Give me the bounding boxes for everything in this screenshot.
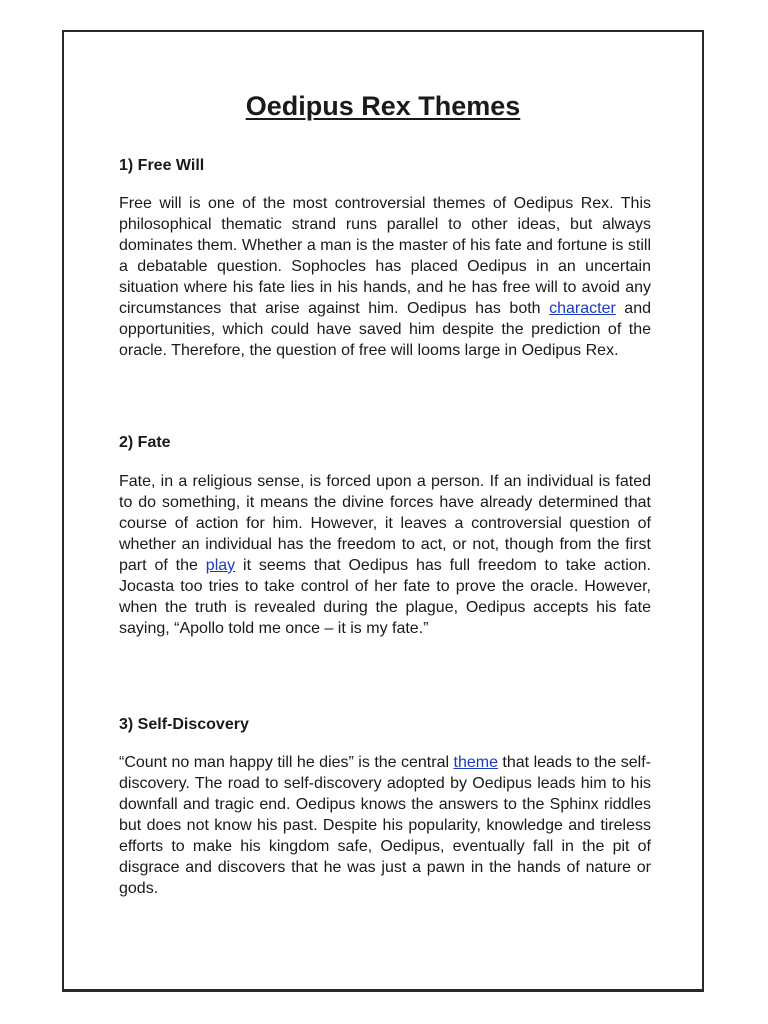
paragraph-text: Fate, in a religious sense, is forced upon a person. If an individual is fated to do something, it means the divine forces have already determined that course of action for him. However, it leaves a controversial question of whether an individual has the freedom to act, or not, though from the first part of the bbox=[119, 473, 651, 574]
theme-link[interactable]: theme bbox=[453, 754, 498, 771]
section-paragraph-fate bbox=[119, 471, 651, 639]
document-title bbox=[64, 89, 702, 123]
section-paragraph-self-discovery bbox=[119, 752, 651, 899]
section-heading-self-discovery: 3) Self-Discovery bbox=[119, 716, 249, 733]
section-paragraph-free-will bbox=[119, 193, 651, 361]
paragraph-text: Free will is one of the most controversial themes of Oedipus Rex. This philosophical thematic strand runs parallel to other ideas, but always dominates them. Whether a man is the master of his fate and fortune is still a debatable question. Sophocles has placed Oedipus in an uncertain situation where his fate lies in his hands, and he has free will to avoid any circumstances that arise against him. Oedipus has both bbox=[119, 195, 651, 317]
paragraph-text: that leads to the self-discovery. The road to self-discovery adopted by Oedipus leads him to his downfall and tragic end. Oedipus knows the answers to the Sphinx riddles but does not know his past. Despite his popularity, knowledge and tireless efforts to make his kingdom safe, Oedipus, eventually fall in the pit of disgrace and discovers that he was just a pawn in the hands of nature or gods. bbox=[119, 754, 651, 897]
paragraph-text: and opportunities, which could have saved him despite the prediction of the oracle. Therefore, the question of free will looms large in Oedipus Rex. bbox=[119, 300, 652, 359]
document-title-text: Oedipus Rex Themes bbox=[245, 91, 521, 121]
section-heading-fate: 2) Fate bbox=[119, 434, 171, 451]
character-link[interactable]: character bbox=[549, 300, 616, 317]
play-link[interactable]: play bbox=[205, 557, 236, 574]
paragraph-text: “Count no man happy till he dies” is the central bbox=[119, 754, 454, 771]
paragraph-text: it seems that Oedipus has full freedom to take action. Jocasta too tries to take control of her fate to prove the oracle. However, when the truth is revealed during the plague, Oedipus accepts his fate saying, “Apollo told me once – it is my fate.” bbox=[119, 557, 652, 637]
document-page bbox=[62, 30, 704, 992]
section-heading-free-will: 1) Free Will bbox=[119, 157, 205, 174]
